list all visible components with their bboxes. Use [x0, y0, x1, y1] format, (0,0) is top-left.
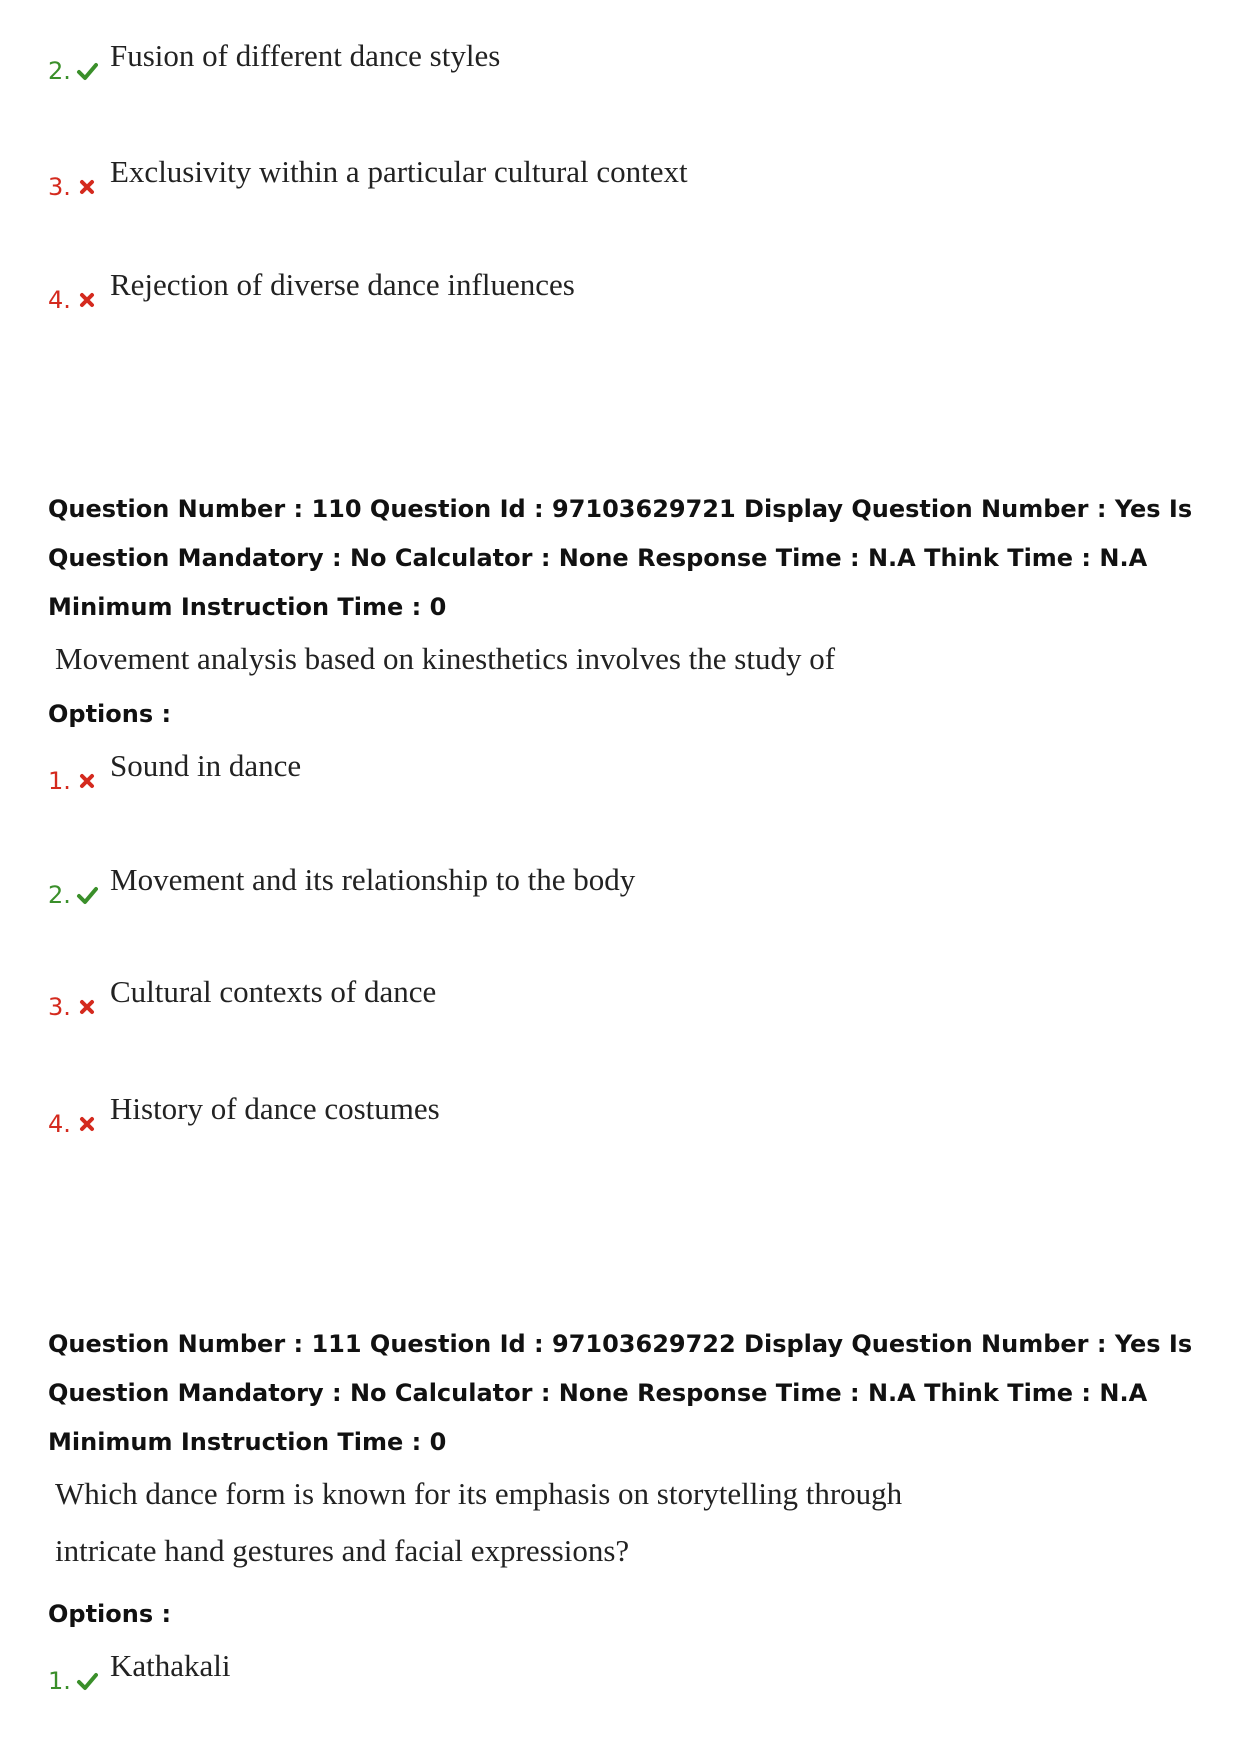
options-label: Options : [48, 1600, 172, 1628]
question-text: Movement analysis based on kinesthetics involves the study of [55, 641, 836, 676]
option-item [48, 748, 302, 795]
option-number: 4. [48, 286, 71, 314]
option-text: Fusion of different dance styles [110, 38, 501, 73]
cross-icon [76, 770, 98, 792]
option-number: 3. [48, 993, 71, 1021]
option-item [48, 38, 501, 85]
option-number: 2. [48, 881, 71, 909]
option-item [48, 1091, 440, 1138]
option-number: 4. [48, 1110, 71, 1138]
cross-icon [76, 289, 98, 311]
option-text: Exclusivity within a particular cultural context [110, 154, 688, 189]
option-item [48, 154, 688, 201]
option-number: 1. [48, 767, 71, 795]
options-label: Options : [48, 700, 172, 728]
option-number: 1. [48, 1667, 71, 1695]
check-icon [76, 60, 98, 82]
option-item [48, 267, 575, 314]
option-text: Cultural contexts of dance [110, 974, 437, 1009]
question-text: Which dance form is known for its emphasis on storytelling through intricate hand gestures and facial expressions? [55, 1476, 903, 1568]
cross-icon [76, 996, 98, 1018]
option-item [48, 974, 437, 1021]
option-text: Sound in dance [110, 748, 302, 783]
option-item [48, 1648, 231, 1695]
option-text: Kathakali [110, 1648, 231, 1683]
check-icon [76, 1670, 98, 1692]
question-meta: Question Number : 111 Question Id : 97103629722 Display Question Number : Yes Is Question Mandatory : No Calculator : None Response Time : N.A Think Time : N.A Minimum Instruction Time : 0 [48, 1330, 1193, 1456]
option-number: 2. [48, 57, 71, 85]
check-icon [76, 884, 98, 906]
option-item [48, 862, 636, 909]
option-text: Rejection of diverse dance influences [110, 267, 575, 302]
cross-icon [76, 176, 98, 198]
option-text: History of dance costumes [110, 1091, 440, 1126]
cross-icon [76, 1113, 98, 1135]
option-text: Movement and its relationship to the body [110, 862, 636, 897]
question-meta: Question Number : 110 Question Id : 97103629721 Display Question Number : Yes Is Question Mandatory : No Calculator : None Response Time : N.A Think Time : N.A Minimum Instruction Time : 0 [48, 495, 1193, 621]
option-number: 3. [48, 173, 71, 201]
